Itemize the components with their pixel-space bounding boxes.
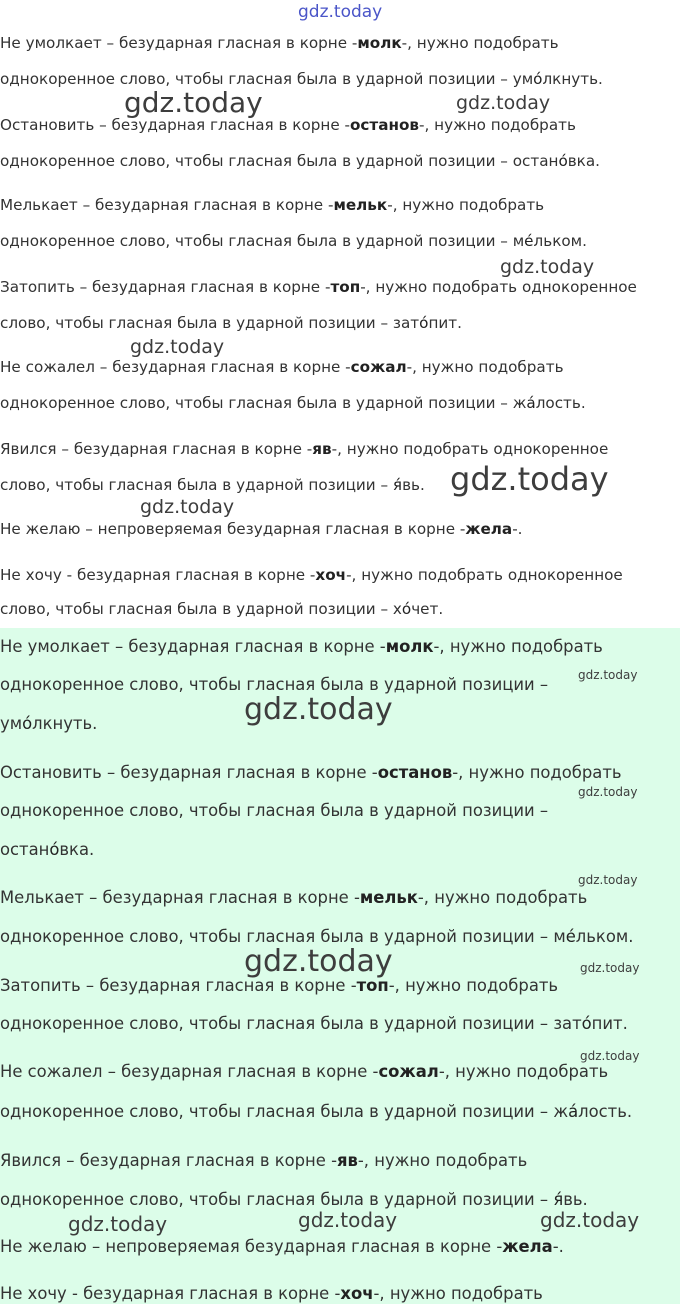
watermark: gdz.today (68, 1212, 168, 1236)
text-line: слово, чтобы гласная была в ударной позиции – я́вь. (0, 476, 425, 494)
watermark: gdz.today (578, 668, 638, 682)
watermark: gdz.today (244, 944, 393, 979)
text-line: однокоренное слово, чтобы гласная была в ударной позиции – жа́лость. (0, 394, 586, 412)
watermark: gdz.today (500, 256, 595, 278)
text-line: однокоренное слово, чтобы гласная была в ударной позиции – ме́льком. (0, 232, 587, 250)
watermark: gdz.today (578, 785, 638, 799)
text-line: Не сожалел – безударная гласная в корне -сожал-, нужно подобрать (0, 1062, 609, 1081)
text-line: Остановить – безударная гласная в корне -останов-, нужно подобрать (0, 116, 576, 134)
text-line: Не хочу - безударная гласная в корне -хоч-, нужно подобрать однокоренное (0, 566, 623, 584)
watermark-top: gdz.today (298, 2, 383, 22)
watermark: gdz.today (140, 496, 235, 518)
text-line: Затопить – безударная гласная в корне -топ-, нужно подобрать однокоренное (0, 278, 637, 296)
watermark: gdz.today (578, 873, 638, 887)
text-line: однокоренное слово, чтобы гласная была в ударной позиции – остано́вка. (0, 152, 600, 170)
watermark: gdz.today (298, 1208, 398, 1232)
text-line: слово, чтобы гласная была в ударной позиции – хо́чет. (0, 600, 444, 618)
text-line: Не сожалел – безударная гласная в корне -сожал-, нужно подобрать (0, 358, 564, 376)
text-line: умо́лкнуть. (0, 714, 98, 733)
text-line: Затопить – безударная гласная в корне -топ-, нужно подобрать (0, 976, 559, 995)
text-line: однокоренное слово, чтобы гласная была в ударной позиции – зато́пит. (0, 1014, 628, 1033)
text-line: Остановить – безударная гласная в корне -останов-, нужно подобрать (0, 763, 622, 782)
text-line: Не умолкает – безударная гласная в корне -молк-, нужно подобрать (0, 637, 603, 656)
watermark: gdz.today (456, 92, 551, 114)
watermark: gdz.today (580, 1049, 640, 1063)
text-line: Не желаю – непроверяемая безударная гласная в корне -жела-. (0, 1237, 564, 1256)
watermark: gdz.today (580, 961, 640, 975)
text-line: слово, чтобы гласная была в ударной позиции – зато́пит. (0, 314, 462, 332)
text-line: Явился – безударная гласная в корне -яв-, нужно подобрать (0, 1151, 528, 1170)
watermark: gdz.today (124, 86, 263, 119)
text-line: остано́вка. (0, 840, 95, 859)
watermark: gdz.today (450, 460, 609, 498)
watermark: gdz.today (130, 336, 225, 358)
text-line: однокоренное слово, чтобы гласная была в ударной позиции – я́вь. (0, 1190, 588, 1209)
text-line: Мелькает – безударная гласная в корне -мельк-, нужно подобрать (0, 196, 545, 214)
text-line: однокоренное слово, чтобы гласная была в ударной позиции – жа́лость. (0, 1102, 633, 1121)
text-line: Явился – безударная гласная в корне -яв-, нужно подобрать однокоренное (0, 440, 609, 458)
watermark: gdz.today (540, 1208, 640, 1232)
text-line: однокоренное слово, чтобы гласная была в ударной позиции – (0, 801, 549, 820)
text-line: однокоренное слово, чтобы гласная была в ударной позиции – (0, 675, 549, 694)
text-line: Мелькает – безударная гласная в корне -мельк-, нужно подобрать (0, 888, 588, 907)
text-line: Не умолкает – безударная гласная в корне -молк-, нужно подобрать (0, 34, 559, 52)
text-line: Не желаю – непроверяемая безударная гласная в корне -жела-. (0, 520, 523, 538)
text-line: Не хочу - безударная гласная в корне -хоч-, нужно подобрать (0, 1284, 543, 1303)
text-line: однокоренное слово, чтобы гласная была в ударной позиции – ме́льком. (0, 927, 634, 946)
watermark: gdz.today (244, 692, 393, 727)
text-line: однокоренное слово, чтобы гласная была в ударной позиции – умо́лкнуть. (0, 70, 603, 88)
